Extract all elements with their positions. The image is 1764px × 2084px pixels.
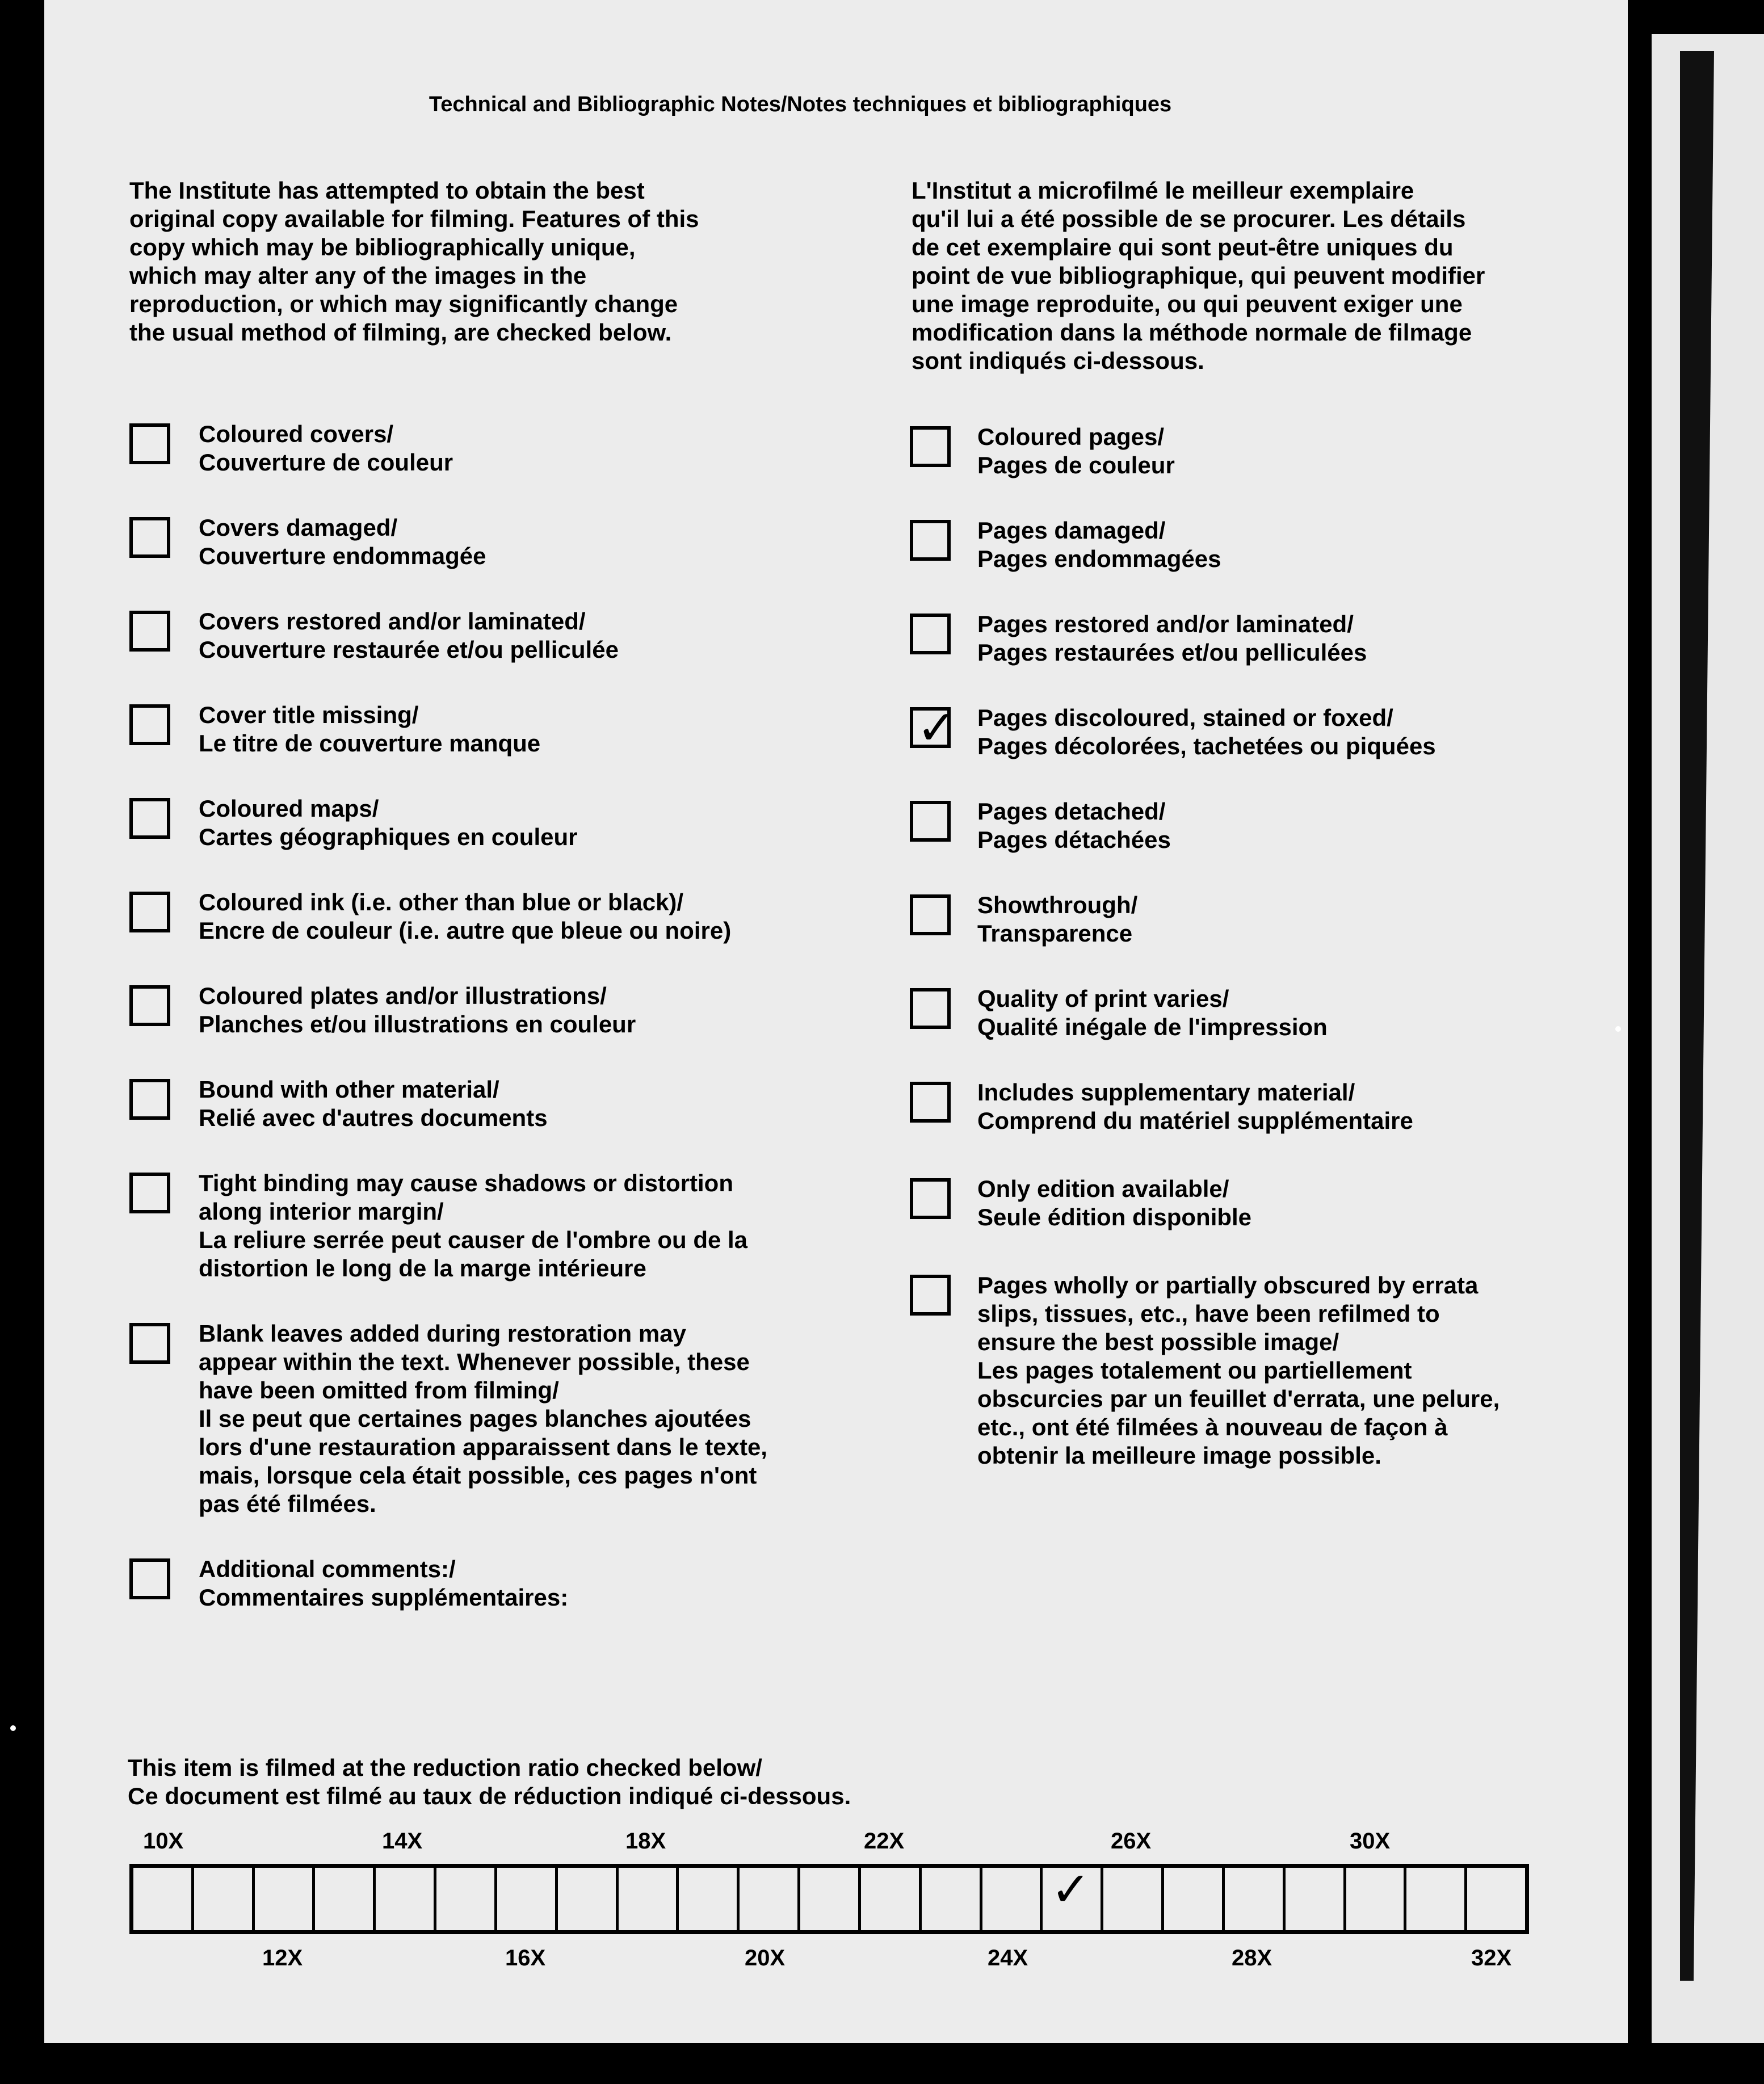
reduction-ratio-heading <box>128 1754 851 1810</box>
left-option-label-2 <box>199 607 619 664</box>
option-text-line: Couverture de couleur <box>199 449 453 476</box>
reduction-heading-fr: Ce document est filmé au taux de réduction indiqué ci-dessous. <box>128 1783 851 1809</box>
option-text-line: obscurcies par un feuillet d'errata, une pelure, <box>977 1385 1500 1412</box>
option-text-line: Planches et/ou illustrations en couleur <box>199 1011 636 1037</box>
ratio-label-top: 22X <box>864 1829 905 1854</box>
option-text-line: Coloured covers/ <box>199 421 394 447</box>
ratio-cell[interactable] <box>619 1868 679 1930</box>
ratio-label-bottom: 16X <box>505 1946 546 1970</box>
left-checkbox-6[interactable] <box>129 985 170 1026</box>
option-text-line: appear within the text. Whenever possible, these <box>199 1348 750 1375</box>
ratio-label-top: 14X <box>382 1829 423 1854</box>
scan-speck <box>10 1725 16 1731</box>
option-text-line: Pages endommagées <box>977 545 1221 572</box>
left-option-label-7 <box>199 1075 548 1132</box>
ratio-cell[interactable] <box>1225 1868 1286 1930</box>
check-mark-icon: ✓ <box>1051 1863 1091 1916</box>
ratio-cell[interactable] <box>1467 1868 1525 1930</box>
ratio-cell[interactable] <box>740 1868 800 1930</box>
right-checkbox-8[interactable] <box>910 1178 951 1219</box>
option-text-line: Covers restored and/or laminated/ <box>199 608 586 635</box>
option-text-line: Pages décolorées, tachetées ou piquées <box>977 733 1436 759</box>
right-checkbox-9[interactable] <box>910 1275 951 1316</box>
scan-border <box>0 2043 1764 2084</box>
option-text-line: Transparence <box>977 920 1133 947</box>
option-text-line: Coloured maps/ <box>199 795 379 822</box>
ratio-cell[interactable] <box>194 1868 255 1930</box>
option-text-line: Il se peut que certaines pages blanches ajoutées <box>199 1405 751 1432</box>
reduction-heading-en: This item is filmed at the reduction ratio checked below/ <box>128 1754 762 1781</box>
option-text-line: ensure the best possible image/ <box>977 1329 1339 1355</box>
option-text-line: Covers damaged/ <box>199 514 398 541</box>
ratio-label-bottom: 24X <box>988 1946 1028 1970</box>
ratio-label-bottom: 20X <box>745 1946 786 1970</box>
option-text-line: Pages restaurées et/ou pelliculées <box>977 639 1367 666</box>
option-text-line: Only edition available/ <box>977 1175 1229 1202</box>
left-checkbox-1[interactable] <box>129 517 170 558</box>
option-text-line: Relié avec d'autres documents <box>199 1104 548 1131</box>
check-mark-icon: ✓ <box>917 701 957 754</box>
right-checkbox-3[interactable] <box>910 701 957 754</box>
option-text-line: Couverture endommagée <box>199 543 486 569</box>
right-option-label-0 <box>977 423 1175 480</box>
ratio-cell[interactable] <box>861 1868 922 1930</box>
option-text-line: Pages restored and/or laminated/ <box>977 611 1354 637</box>
option-text-line: Pages de couleur <box>977 452 1175 478</box>
option-text-line: Coloured ink (i.e. other than blue or black)/ <box>199 889 684 915</box>
ratio-label-bottom: 12X <box>262 1946 303 1970</box>
reduction-ratio-bar <box>129 1864 1529 1934</box>
left-option-label-4 <box>199 795 578 851</box>
right-option-label-7 <box>977 1078 1413 1135</box>
option-text-line: Coloured plates and/or illustrations/ <box>199 982 607 1009</box>
ratio-label-top: 26X <box>1111 1829 1152 1854</box>
left-option-label-3 <box>199 701 540 758</box>
option-text-line: Pages detached/ <box>977 798 1166 825</box>
ratio-cell[interactable] <box>1286 1868 1346 1930</box>
option-text-line: mais, lorsque cela était possible, ces pages n'ont <box>199 1462 757 1489</box>
left-checkbox-2[interactable] <box>129 611 170 652</box>
ratio-label-top: 10X <box>143 1829 184 1854</box>
ratio-cell[interactable] <box>1406 1868 1467 1930</box>
intro-english: The Institute has attempted to obtain the best original copy available for filming. Features of this copy which may be bibliographically unique, which may alter any of the images in the reproduction, or which may significantly change the usual method of filming, are checked below. <box>129 177 699 346</box>
option-text-line: Coloured pages/ <box>977 423 1165 450</box>
option-text-line: obtenir la meilleure image possible. <box>977 1442 1381 1469</box>
ratio-cell[interactable] <box>1164 1868 1225 1930</box>
option-text-line: Includes supplementary material/ <box>977 1079 1355 1106</box>
ratio-label-bottom: 28X <box>1232 1946 1272 1970</box>
right-checkbox-4[interactable] <box>910 801 951 842</box>
left-checkbox-5[interactable] <box>129 892 170 932</box>
option-text-line: have been omitted from filming/ <box>199 1377 559 1404</box>
left-checkbox-4[interactable] <box>129 798 170 839</box>
right-option-label-8 <box>977 1175 1251 1232</box>
left-option-label-1 <box>199 514 486 570</box>
option-text-line: Additional comments:/ <box>199 1556 456 1582</box>
option-text-line: Encre de couleur (i.e. autre que bleue ou noire) <box>199 917 732 944</box>
ratio-cell[interactable] <box>1043 1863 1103 1930</box>
option-text-line: Pages wholly or partially obscured by errata <box>977 1272 1479 1299</box>
right-option-label-4 <box>977 797 1171 854</box>
option-text-line: Quality of print varies/ <box>977 985 1229 1012</box>
option-text-line: lors d'une restauration apparaissent dans le texte, <box>199 1434 767 1460</box>
option-text-line: Showthrough/ <box>977 892 1138 918</box>
left-checkbox-7[interactable] <box>129 1079 170 1120</box>
right-checkbox-1[interactable] <box>910 520 951 561</box>
option-text-line: along interior margin/ <box>199 1198 444 1225</box>
ratio-cell[interactable] <box>800 1868 861 1930</box>
option-text-line: distortion le long de la marge intérieure <box>199 1255 646 1282</box>
left-option-label-5 <box>199 888 731 945</box>
option-text-line: Pages détachées <box>977 826 1171 853</box>
left-option-label-0 <box>199 420 453 477</box>
left-checkbox-10[interactable] <box>129 1558 170 1599</box>
ratio-cell[interactable] <box>255 1868 316 1930</box>
option-text-line: Blank leaves added during restoration may <box>199 1320 686 1347</box>
ratio-cell[interactable] <box>1346 1868 1407 1930</box>
option-text-line: slips, tissues, etc., have been refilmed to <box>977 1300 1440 1327</box>
ratio-cell[interactable] <box>679 1868 740 1930</box>
intro-french: L'Institut a microfilmé le meilleur exemplaire qu'il lui a été possible de se procurer. Les détails de cet exemplaire qui sont peut-être uniques du point de vue bibliographique, qui peuvent modifier une image reproduite, ou qui peuvent exiger une modification dans la méthode normale de filmage sont indiqués ci-dessous. <box>912 177 1485 374</box>
option-text-line: Commentaires supplémentaires: <box>199 1584 569 1611</box>
scan-speck <box>1615 1026 1621 1032</box>
ratio-cell[interactable] <box>315 1868 376 1930</box>
ratio-cell[interactable] <box>436 1868 497 1930</box>
ratio-cell[interactable] <box>558 1868 619 1930</box>
option-text-line: Seule édition disponible <box>977 1204 1252 1230</box>
ratio-cell[interactable] <box>376 1868 436 1930</box>
right-checkbox-5[interactable] <box>910 894 951 935</box>
left-option-label-6 <box>199 982 636 1039</box>
right-option-label-3 <box>977 704 1436 761</box>
option-text-line: Cover title missing/ <box>199 701 419 728</box>
option-text-line: La reliure serrée peut causer de l'ombre ou de la <box>199 1226 748 1253</box>
left-checkbox-9[interactable] <box>129 1323 170 1364</box>
right-checkbox-2[interactable] <box>910 614 951 654</box>
option-text-line: Cartes géographiques en couleur <box>199 823 578 850</box>
option-text-line: Comprend du matériel supplémentaire <box>977 1107 1413 1134</box>
page-title: Technical and Bibliographic Notes/Notes techniques et bibliographiques <box>429 93 1172 116</box>
ratio-cell[interactable] <box>982 1868 1043 1930</box>
option-text-line: Les pages totalement ou partiellement <box>977 1357 1412 1384</box>
option-text-line: pas été filmées. <box>199 1490 376 1517</box>
ratio-label-top: 18X <box>625 1829 666 1854</box>
option-text-line: Couverture restaurée et/ou pelliculée <box>199 636 619 663</box>
ratio-cell[interactable] <box>922 1868 982 1930</box>
option-text-line: Pages discoloured, stained or foxed/ <box>977 704 1393 731</box>
left-checkbox-8[interactable] <box>129 1173 170 1213</box>
ratio-cell[interactable] <box>1103 1868 1164 1930</box>
left-option-label-8 <box>199 1169 747 1283</box>
ratio-label-bottom: 32X <box>1471 1946 1512 1970</box>
right-option-label-5 <box>977 891 1137 948</box>
option-text-line: etc., ont été filmées à nouveau de façon à <box>977 1414 1448 1440</box>
option-text-line: Qualité inégale de l'impression <box>977 1014 1328 1040</box>
option-text-line: Bound with other material/ <box>199 1076 499 1103</box>
left-checkbox-3[interactable] <box>129 704 170 745</box>
option-text-line: Le titre de couverture manque <box>199 730 541 757</box>
left-checkbox-0[interactable] <box>129 423 170 464</box>
option-text-line: Tight binding may cause shadows or distortion <box>199 1170 733 1196</box>
right-checkbox-7[interactable] <box>910 1082 951 1123</box>
right-option-label-2 <box>977 610 1367 667</box>
left-option-label-9 <box>199 1320 767 1518</box>
ratio-cell[interactable] <box>133 1868 194 1930</box>
right-checkbox-0[interactable] <box>910 426 951 467</box>
left-option-label-10 <box>199 1555 568 1612</box>
right-checkbox-6[interactable] <box>910 988 951 1029</box>
ratio-cell[interactable] <box>497 1868 558 1930</box>
ratio-label-top: 30X <box>1350 1829 1391 1854</box>
right-option-label-9 <box>977 1271 1500 1470</box>
option-text-line: Pages damaged/ <box>977 517 1166 544</box>
right-option-label-1 <box>977 516 1221 573</box>
right-option-label-6 <box>977 985 1328 1041</box>
